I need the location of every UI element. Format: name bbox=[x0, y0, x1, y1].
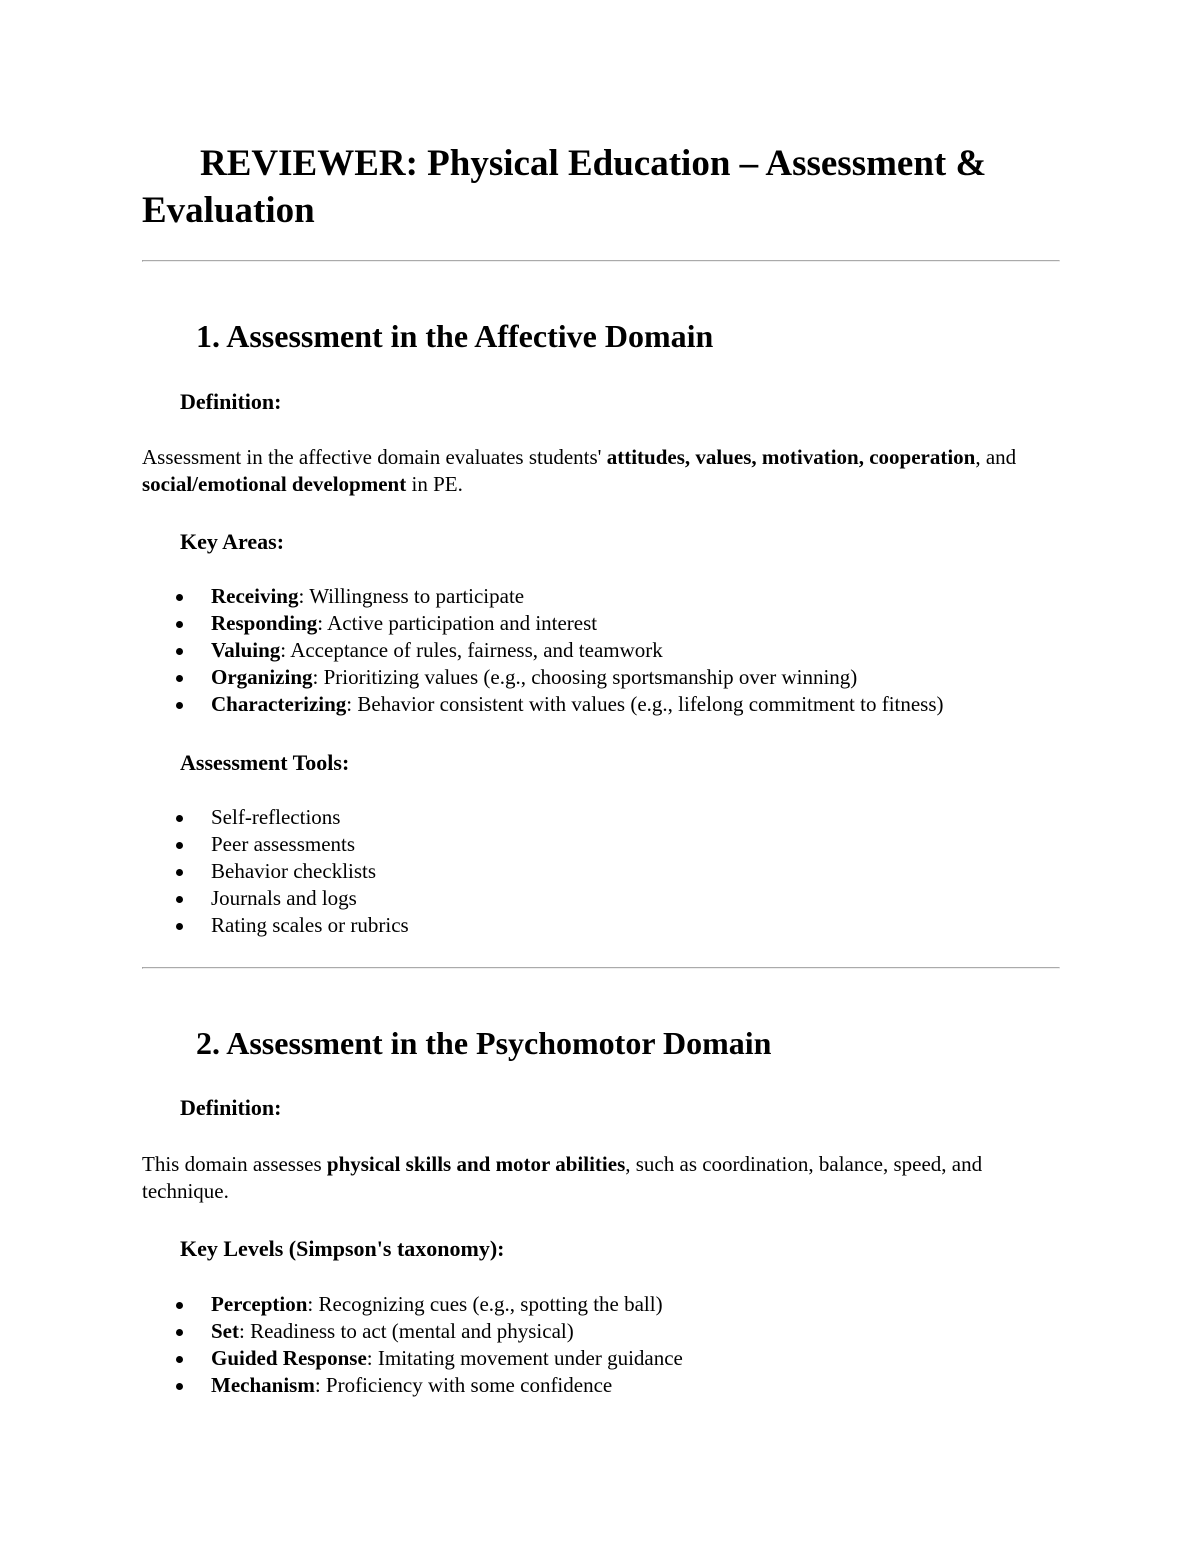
list-item: Peer assessments bbox=[142, 831, 409, 858]
list-item: Self-reflections bbox=[142, 804, 409, 831]
list-item: Rating scales or rubrics bbox=[142, 912, 409, 939]
list-item: Set: Readiness to act (mental and physical) bbox=[142, 1318, 683, 1345]
list-item: Responding: Active participation and interest bbox=[142, 610, 944, 637]
key-areas-list bbox=[142, 583, 944, 718]
document-title: REVIEWER: Physical Education – Assessment & Evaluation bbox=[142, 143, 987, 231]
definition-paragraph: This domain assesses physical skills and motor abilities, such as coordination, balance, speed, and technique. bbox=[142, 1152, 983, 1203]
list-item: Perception: Recognizing cues (e.g., spotting the ball) bbox=[142, 1291, 683, 1318]
horizontal-divider bbox=[142, 967, 1060, 969]
assessment-tools-label: Assessment Tools: bbox=[180, 750, 350, 775]
key-levels-label: Key Levels (Simpson's taxonomy): bbox=[180, 1236, 505, 1261]
list-item: Guided Response: Imitating movement under guidance bbox=[142, 1345, 683, 1372]
section-heading-psychomotor: 2. Assessment in the Psychomotor Domain bbox=[196, 1025, 772, 1061]
list-item: Organizing: Prioritizing values (e.g., choosing sportsmanship over winning) bbox=[142, 664, 944, 691]
list-item: Receiving: Willingness to participate bbox=[142, 583, 944, 610]
key-areas-label: Key Areas: bbox=[180, 529, 285, 554]
definition-label: Definition: bbox=[180, 389, 282, 414]
list-item: Journals and logs bbox=[142, 885, 409, 912]
key-levels-list bbox=[142, 1291, 683, 1399]
list-item: Behavior checklists bbox=[142, 858, 409, 885]
definition-label: Definition: bbox=[180, 1095, 282, 1120]
list-item: Valuing: Acceptance of rules, fairness, and teamwork bbox=[142, 637, 944, 664]
section-heading-affective: 1. Assessment in the Affective Domain bbox=[196, 318, 714, 354]
horizontal-divider bbox=[142, 260, 1060, 262]
list-item: Mechanism: Proficiency with some confidence bbox=[142, 1372, 683, 1399]
definition-paragraph: Assessment in the affective domain evaluates students' attitudes, values, motivation, cooperation, and social/emotional development in PE. bbox=[142, 445, 1017, 496]
assessment-tools-list bbox=[142, 804, 409, 939]
list-item: Characterizing: Behavior consistent with values (e.g., lifelong commitment to fitness) bbox=[142, 691, 944, 718]
